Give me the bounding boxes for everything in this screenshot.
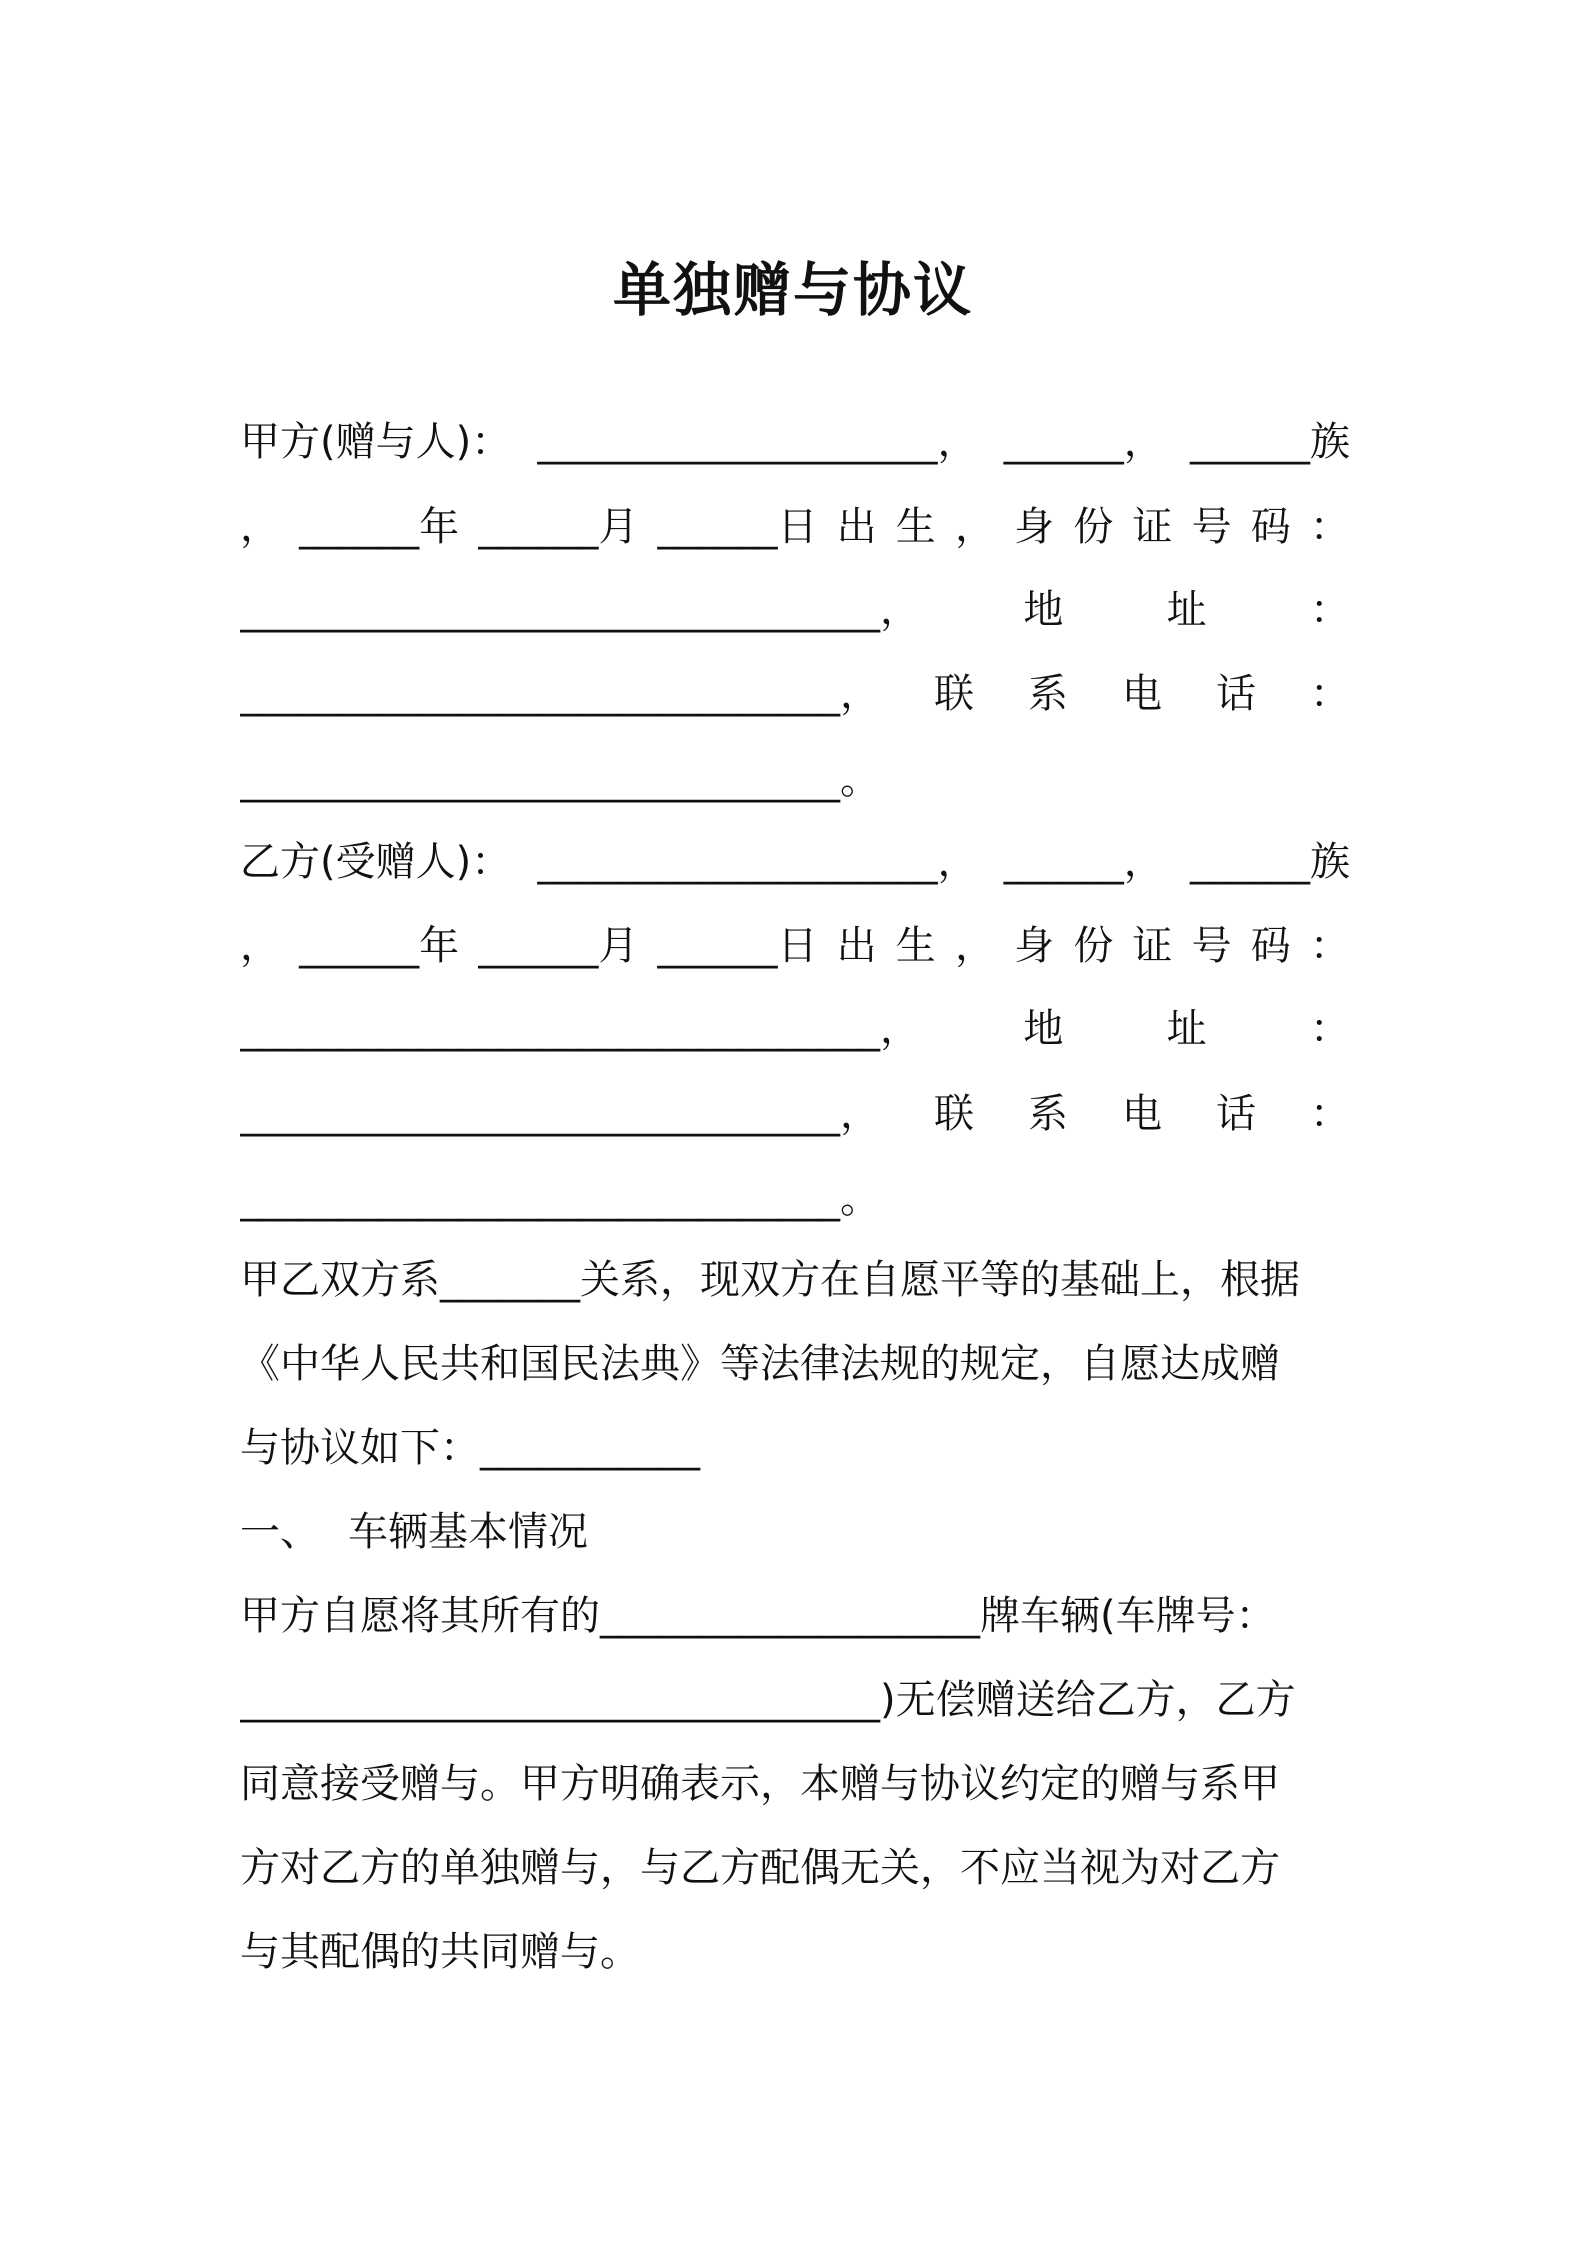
text-token: 话: [1216, 1091, 1256, 1137]
text-token: ____________________，: [537, 839, 978, 885]
party-b-line-5: ______________________________。: [240, 1176, 880, 1222]
text-token: 号: [1191, 504, 1232, 550]
text-token: ______年: [299, 923, 460, 969]
text-token: 联: [934, 671, 974, 717]
document-title: 单独赠与协议: [612, 256, 973, 324]
text-token: ______日: [657, 923, 818, 969]
section-1-line-5: 与其配偶的共同赠与。: [240, 1929, 640, 1975]
text-token: ：: [1310, 1091, 1350, 1137]
text-token: 份: [1073, 923, 1114, 969]
text-token: 生: [895, 923, 936, 969]
text-token: 码: [1250, 923, 1291, 969]
text-token: ，: [240, 923, 280, 969]
text-token: 址: [1166, 587, 1207, 633]
text-token: 地: [1023, 1006, 1064, 1052]
text-token: 证: [1132, 504, 1173, 550]
section-1-line-3: 同意接受赠与。甲方明确表示，本赠与协议约定的赠与系甲: [240, 1761, 1280, 1807]
text-token: ：: [1310, 671, 1350, 717]
text-token: ：: [1309, 587, 1350, 633]
text-token: ______________________________，: [240, 1091, 880, 1137]
text-token: ______月: [478, 923, 639, 969]
party-a-line-1: [240, 412, 1350, 472]
text-token: 出: [836, 504, 877, 550]
text-token: 电: [1122, 1091, 1162, 1137]
preamble-line-3: 与协议如下：___________: [240, 1425, 700, 1471]
text-token: ______日: [657, 504, 818, 550]
text-token: ，: [954, 504, 995, 550]
text-token: 联: [934, 1091, 974, 1137]
section-1-title: 车辆基本情况: [348, 1509, 588, 1555]
party-a-line-2: [240, 497, 1350, 557]
text-token: 话: [1216, 671, 1256, 717]
party-a-line-4: [240, 664, 1350, 724]
party-a-line-3: [240, 580, 1350, 640]
text-token: ______年: [299, 504, 460, 550]
section-1-line-2: ________________________________)无偿赠送给乙方，乙方: [240, 1677, 1296, 1723]
text-token: 身: [1014, 504, 1055, 550]
text-token: 出: [836, 923, 877, 969]
text-token: ______，: [1003, 419, 1164, 465]
text-token: ________________________________，: [240, 587, 920, 633]
text-token: 址: [1166, 1006, 1207, 1052]
text-token: ______，: [1003, 839, 1164, 885]
text-token: ：: [1309, 504, 1350, 550]
party-b-line-3: [240, 999, 1350, 1059]
text-token: ________________________________，: [240, 1006, 920, 1052]
text-token: ：: [1309, 923, 1350, 969]
section-1-heading: [240, 1502, 1350, 1562]
party-a-line-5: ______________________________。: [240, 757, 880, 803]
section-1-line-1: 甲方自愿将其所有的___________________牌车辆(车牌号：: [240, 1593, 1276, 1639]
text-token: 码: [1250, 504, 1291, 550]
text-token: 地: [1023, 587, 1064, 633]
text-token: ______族: [1189, 419, 1350, 465]
text-token: 身: [1014, 923, 1055, 969]
section-1-line-4: 方对乙方的单独赠与，与乙方配偶无关，不应当视为对乙方: [240, 1845, 1280, 1891]
text-token: 电: [1122, 671, 1162, 717]
text-token: 系: [1028, 671, 1068, 717]
text-token: ______________________________，: [240, 671, 880, 717]
party-b-line-1: [240, 832, 1350, 892]
text-token: ______月: [478, 504, 639, 550]
preamble-line-2: 《中华人民共和国民法典》等法律法规的规定，自愿达成赠: [240, 1341, 1280, 1387]
section-1-number: 一、: [240, 1509, 320, 1555]
text-token: 证: [1132, 923, 1173, 969]
text-token: ：: [1309, 1006, 1350, 1052]
text-token: 甲方(赠与人)：: [240, 419, 512, 465]
text-token: 系: [1028, 1091, 1068, 1137]
text-token: ______族: [1189, 839, 1350, 885]
text-token: ____________________，: [537, 419, 978, 465]
text-token: ，: [954, 923, 995, 969]
party-b-line-2: [240, 916, 1350, 976]
text-token: ，: [240, 504, 280, 550]
text-token: 乙方(受赠人)：: [240, 839, 512, 885]
text-token: 号: [1191, 923, 1232, 969]
party-b-line-4: [240, 1084, 1350, 1144]
text-token: 生: [895, 504, 936, 550]
text-token: 份: [1073, 504, 1114, 550]
preamble-line-1: 甲乙双方系_______关系，现双方在自愿平等的基础上，根据: [240, 1257, 1300, 1303]
